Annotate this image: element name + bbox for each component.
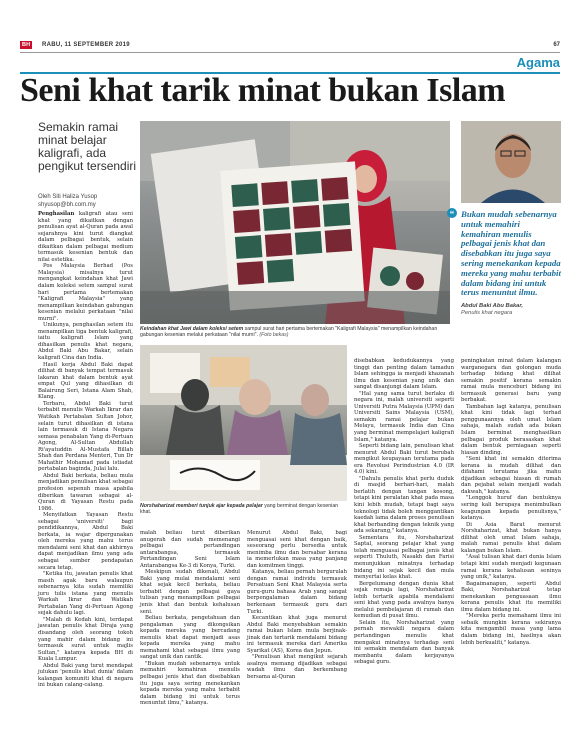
article-column-4 xyxy=(354,358,454,666)
article-paragraph: "Dahulu penulis khat perlu duduk di masjid berhari-hari, malah berlatih dengan tangan kosong, tetapi kini peralatan khat pada masa kini lebih mudah, tetapi bagi saya teknologi tidak boleh menggantikan kaedah lama dalam proses penulisan khat berbanding dengan teknik yang ada sekarang," katanya. xyxy=(354,475,454,535)
article-paragraph: disebabkan kedudukannya yang tinggi dan penting dalam tamadun Islam sehingga ia menjadi khazanah ilmu dan kesenian yang unik dan sangat disanjungi dalam Islam. xyxy=(354,358,454,391)
article-paragraph: Pos Malaysia Berhad (Pos Malaysia) misalnya turut mengangkat keindahan khat Jawi dalam koleksi setem sampul surat hari pertama bertemakan "Kaligrafi Malaysia" yang menampilkan keindahan gabungan kesenian melalui perkataan "nilai murni". xyxy=(38,263,133,322)
article-paragraph: Di Asia Barat menurut Norshaharizat, khat bukan hanya dilihat oleh umat Islam sahaja, malah ramai penulis khat dalam kalangan bukan Islam. xyxy=(461,521,561,554)
calligraphy-class-illustration xyxy=(140,345,347,501)
article-column-2 xyxy=(140,530,240,707)
article-paragraph: Tambahan lagi katanya, penulisan khat kini tidak lagi terhad penggunaannya oleh umat Islam sahaja, malah sudah ada bukan Islam berminat menghasilkan pelbagai produk berasaskan khat dalam bentuk perniagaan seperti hiasan dinding. xyxy=(461,403,561,456)
quote-mark-icon: “ xyxy=(447,208,457,218)
pull-quote xyxy=(449,209,561,317)
article-paragraph: Unikunya, penghasilan setem itu menampilkan tiga bentuk kaligrafi, iaitu kaligrafi Islam yang dihasilkan penulis khat negara, Abdul Baki Abu Bakar, selain kaligrafi Cina dan India. xyxy=(38,322,133,362)
page-number: 67 xyxy=(553,42,560,48)
article-column-1 xyxy=(38,211,133,689)
article-paragraph: Terbaru, Abdul Baki turut terbabit menulis Warkah Ikrar dan Watikah Pertabalan Sultan Johor, selain turut dihasilkan di istana lain termasuk di Istana Negara semasa penabalan Yang di-Pertuan Agong, Al-Sultan Abdullah Ri'ayatuddin Al-Mustafa Billah Shah dan Perdana Menteri, Tun Dr Mahathir Mohamad pada istiadat pertabalan baginda, Julai lalu. xyxy=(38,400,133,473)
stamp-collection-illustration xyxy=(140,121,450,324)
headline: Seni khat tarik minat bukan Islam xyxy=(20,72,506,109)
publication-logo: BH xyxy=(22,42,31,48)
byline-email[interactable]: shyusop@bh.com.my xyxy=(38,202,96,208)
article-paragraph: Beliau berkata, pengetahuan dan pengalaman yang dikongsikan kepada mereka yang bercadang menulis khat dapat menjadi asas kepada mereka yang mahu memahami khat sebagai ilmu yang sangat unik dan cantik. xyxy=(140,615,240,661)
article-paragraph: "Seni khat ini semakin diterima kerana ia mudah dilihat dan difahami terutama jika mahu dijadikan sebagai hiasan di rumah dan pejabat selain menjadi wadah dakwah," katanya. xyxy=(461,456,561,495)
pull-quote-text: Bukan mudah sebenarnya untuk memahiri kemahiran menulis pelbagai jenis khat dan disebabkan itu juga saya sering menekankan kepada mereka yang mahu terbabit dalam bidang ini untuk terus menuntut ilmu. xyxy=(461,209,561,298)
portrait-illustration xyxy=(461,121,561,203)
article-paragraph: Selain itu, Norshaharizat yang pernah mewakili negara dalam pertandingan menulis khat mengakui minatnya terhadap seni ini semakin mendalam dan banyak membantu dalam kerjayanya sebagai guru. xyxy=(354,619,454,666)
pull-quote-attribution xyxy=(461,303,561,317)
article-paragraph: Hasil kerja Abdul Baki dapat dilihat di banyak tempat termasuk lakaran khat dalam bentuk ayat empat Qul yang dihasilkan di Balairung Seri, Istana Alam Shah, Klang. xyxy=(38,361,133,401)
photo-caption-2 xyxy=(140,503,347,516)
photo-caption-1 xyxy=(140,326,450,339)
caption-1-lead: Keindahan khat Jawi dalam koleksi setem xyxy=(140,326,244,332)
article-paragraph: malah beliau turut diberikan anugerah dan sudah memenangi pelbagai pertandingan antarabangsa, termasuk Pertandingan Seni Islam Antarabangsa Ke-3 di Konya, Turki. xyxy=(140,530,240,569)
article-paragraph: Seperti bidang lain, penulisan khat menurut Abdul Baki turut berubah mengikut keupayaan terutama pada era Revolusi Perindustrian 4.0 (IR 4.0) kini. xyxy=(354,443,454,476)
byline-author: Oleh Siti Haliza Yusop xyxy=(38,194,98,200)
article-paragraph: Bergelumang dengan dunia khat sejak remaja lagi, Norshaharizat lebih tertarik apabila mendalami seni khat yang pada awalnya hanya melalui pembelajaran di rumah dan kemudian di pusat ilmu. xyxy=(354,580,454,620)
article-paragraph: Penghasilan kaligrafi atau seni khat yang dikaitkan dengan penulisan ayat al-Quran pada awal sejarahnya kini turut diangkat dalam pelbagai bentuk, selain dikaitkan dalam pelbagai medium termasuk kesenian bentuk dan nilai estetika. xyxy=(38,211,133,263)
stamp-collection-photo xyxy=(140,121,450,324)
quote-name: Abdul Baki Abu Bakar, xyxy=(461,303,523,310)
article-paragraph: peningkatan minat dalam kalangan warganegara dan golongan muda terhadap bidang khat dilihat semakin positif kerana semakin ramai mula menceburi bidang ini termasuk generasi baru yang berbakat. xyxy=(461,358,561,404)
article-paragraph: Abdul Baki berkata, beliau mula menjadikan penulisan khat sebagai profesion sepenuh masa apabila diberikan tawaran sebagai al-Quran di Yayasan Restu pada 1986. xyxy=(38,472,133,512)
quote-role: Penulis khat negara xyxy=(461,310,513,317)
issue-date: RABU, 11 SEPTEMBER 2019 xyxy=(42,42,130,48)
top-rule xyxy=(20,52,560,53)
article-paragraph: Menurut Abdul Baki, bagi menguasai seni khat dengan baik, seseorang perlu bersedia untuk menimba ilmu dan bersabar kerana ia memerlukan masa yang panjang dan komitmen tinggi. xyxy=(247,530,347,569)
caption-2-lead: Norshaharizat memberi tunjuk ajar kepada pelajar xyxy=(140,503,263,509)
article-paragraph: Sementara itu, Norshaharizat Saptal, seorang pelajar khat yang telah menguasai pelbagai jenis khat seperti Thuluth, Nasakh dan Farisi menunjukkan minatnya terhadap bidang ini sejak kecil dan mula menyertai kelas khat. xyxy=(354,534,454,581)
caption-2-text: yang berminat dengan kesenian khat. xyxy=(140,503,339,516)
article-paragraph: Abdul Baki yang turut mendapat julukan 'penulis khat dunia' dalam kalangan komuniti khat di negara ini bukan calang-calang. xyxy=(38,662,133,689)
article-paragraph: Menyifatkan Yayasan Restu sebagai 'universiti' bagi pendidikannya, Abdul Baki berkata, ia wajar dipergunakan oleh mereka yang mahu terus mendalami seni khat dan akhirnya dapat menjadikan ilmu yang ada sebagai sumber pendapatan secara tetap. xyxy=(38,512,133,571)
calligraphy-class-photo xyxy=(140,345,347,501)
article-paragraph: "Penulisan khat mengikut sejarah asalnya memang dijadikan sebagai wadah ilmu dan berkembang bersama al-Quran xyxy=(247,654,347,681)
article-paragraph: "Lenggok huruf dan bentuknya sering kali berupaya menimbulkan keagungan kepada penulisnya," katanya. xyxy=(461,495,561,522)
article-paragraph: Kecantikan khat juga menurut Abdul Baki menyebabkan semakin ramai bukan Islam mula berjinak-jinak dan tertarik mendalami bidang ini termasuk mereka dari Amerika Syarikat (AS), Korea dan Jepun. xyxy=(247,615,347,654)
article-paragraph: "Mereka perlu memahami ilmu ini sebaik mungkin kerana sekiranya kita mengambil masa yang lama dalam bidang ini, hasilnya akan lebih berkualiti," katanya. xyxy=(461,613,561,646)
article-paragraph: Bagaimanapun, seperti Abdul Baki, Norshaharizat tetap menekankan penguasaan ilmu kerana penulis khat itu memiliki ilmu dalam bidang ini. xyxy=(461,580,561,613)
lead-in: Penghasilan xyxy=(38,211,75,217)
article-paragraph: Katanya, beliau pernah bergurulah dengan ramai individu termasuk Persatuan Seni Khat Malaysia serta guru-guru bahasa Arab yang sangat berpengalaman dalam bidang berkenaan termasuk guru dari Turki. xyxy=(247,569,347,615)
article-paragraph: Meskipun sudah dikenali, Abdul Baki yang mulai mendalami seni khat sejak kecil berkata, beliau terbabit dengan pelbagai gaya tulisan yang menampilkan pelbagai jenis khat dan bentuk kehalusan seni. xyxy=(140,569,240,615)
section-label: Agama xyxy=(516,55,560,70)
article-paragraph: "Ketika itu, jawatan penulis khat masih agak baru walaupun sebenarnya kita sudah memiliki juru tulis istana yang menulis Warkah Ikrar dan Watikah Pertabalan Yang di-Pertuan Agong sejak dahulu lagi. xyxy=(38,571,133,617)
article-paragraph: "Asal tulisan khat dari dunia Islam tetapi kini sudah menjadi kegunaan ramai kerana kehalusan seninya yang unik," katanya. xyxy=(461,554,561,581)
article-paragraph: "Hal yang sama turut berlaku di negara ini, malah universiti seperti Universiti Putra Malaysia (UPM) dan Universiti Sains Malaysia (USM), semakin ramai pelajar bukan Melayu, termasuk India dan Cina yang berminat mempelajari kaligrafi Islam," katanya. xyxy=(354,390,454,443)
abdul-baki-portrait xyxy=(461,121,561,203)
article-paragraph: "Malah di Kedah kini, terdapat jawatan penulis khat Diraja yang disandang oleh seorang tokoh yang mahir dalam bidang ini termasuk surat untuk majlis Sultan," katanya kepada BH di Kuala Lumpur. xyxy=(38,616,133,663)
article-column-5 xyxy=(461,358,561,646)
caption-1-text: sampul surat hari pertama bertemakan "Kaligrafi Malaysia" menampilkan keindahan gabungan kesenian melalui perkataan "nilai murni". xyxy=(140,326,438,339)
caption-1-credit: (Foto bekas) xyxy=(259,332,289,339)
byline xyxy=(38,193,138,209)
deck: Semakin ramai minat belajar kaligrafi, ada pengikut tersendiri xyxy=(38,120,137,173)
article-paragraph: "Bukan mudah sebenarnya untuk memahiri kemahiran menulis pelbagai jenis khat dan disebabkan itu juga saya sering menekankan kepada mereka yang mahu terbabit dalam bidang ini untuk terus menuntut ilmu," katanya. xyxy=(140,660,240,707)
article-column-3 xyxy=(247,530,347,681)
